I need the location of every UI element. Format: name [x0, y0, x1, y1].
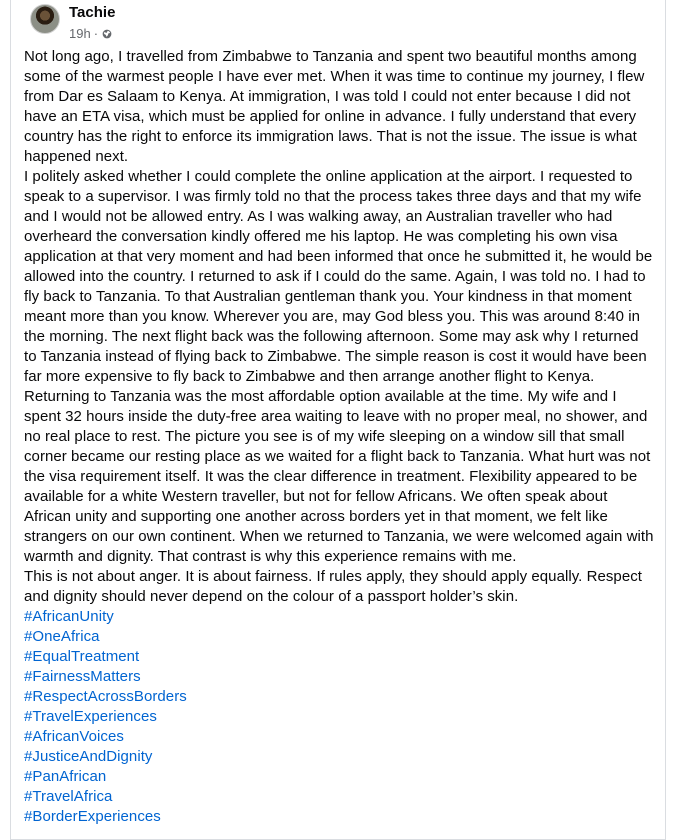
author-name[interactable]: Tachie: [69, 4, 116, 21]
meta-separator: ·: [93, 26, 99, 41]
hashtag-link[interactable]: #TravelExperiences: [24, 708, 157, 725]
hashtag-link[interactable]: #JusticeAndDignity: [24, 748, 153, 765]
hashtag-item: [24, 667, 654, 687]
hashtag-item: [24, 727, 654, 747]
post-header: [30, 4, 115, 42]
hashtag-list: [24, 607, 654, 827]
post-paragraph-3: This is not about anger. It is about fairness. If rules apply, they should apply equally. Respect and dignity should never depend on the colour of a passport holder’s skin.: [24, 568, 642, 605]
post-paragraph-2: I politely asked whether I could complete the online application at the airport. I requested to speak to a supervisor. I was firmly told no that the process takes three days and that my wife and I would not be allowed entry. As I was walking away, an Australian traveller who had overheard the conversation kindly offered me his laptop. He was completing his own visa application at that very moment and had been informed that once he submitted it, he would be allowed into the country. I returned to ask if I could do the same. Again, I was told no. I had to fly back to Tanzania. To that Australian gentleman thank you. Your kindness in that moment meant more than you know. Wherever you are, may God bless you. This was around 8:40 in the morning. The next flight back was the following afternoon. Some may ask why I returned to Tanzania instead of flying back to Zimbabwe. The simple reason is cost it would have been far more expensive to fly back to Zimbabwe and then arrange another flight to Kenya. Returning to Tanzania was the most affordable option available at the time. My wife and I spent 32 hours inside the duty-free area waiting to leave with no proper meal, no shower, and no real place to rest. The picture you see is of my wife sleeping on a window sill that small corner became our resting place as we waited for a flight back to Tanzania. What hurt was not the visa requirement itself. It was the clear difference in treatment. Flexibility appeared to be available for a white Western traveller, but not for fellow Africans. We often speak about African unity and supporting one another across borders yet in that moment, we felt like strangers on our own continent. When we returned to Tanzania, we were welcomed again with warmth and dignity. That contrast is why this experience remains with me.: [24, 168, 654, 565]
hashtag-link[interactable]: #TravelAfrica: [24, 788, 113, 805]
hashtag-item: [24, 647, 654, 667]
hashtag-item: [24, 767, 654, 787]
post-timestamp[interactable]: 19h: [69, 26, 91, 41]
post-meta: [69, 26, 115, 42]
hashtag-item: [24, 707, 654, 727]
hashtag-item: [24, 747, 654, 767]
hashtag-link[interactable]: #OneAfrica: [24, 628, 100, 645]
hashtag-link[interactable]: #EqualTreatment: [24, 648, 140, 665]
hashtag-item: [24, 627, 654, 647]
hashtag-link[interactable]: #RespectAcrossBorders: [24, 688, 187, 705]
hashtag-link[interactable]: #AfricanUnity: [24, 608, 114, 625]
hashtag-item: [24, 607, 654, 627]
hashtag-item: [24, 787, 654, 807]
post-body: [24, 47, 654, 827]
globe-icon[interactable]: [102, 29, 112, 39]
hashtag-item: [24, 807, 654, 827]
hashtag-link[interactable]: #AfricanVoices: [24, 728, 124, 745]
hashtag-link[interactable]: #FairnessMatters: [24, 668, 141, 685]
hashtag-link[interactable]: #BorderExperiences: [24, 808, 161, 825]
hashtag-item: [24, 687, 654, 707]
post-paragraph-1: Not long ago, I travelled from Zimbabwe to Tanzania and spent two beautiful months among some of the warmest people I have ever met. When it was time to continue my journey, I flew from Dar es Salaam to Kenya. At immigration, I was told I could not enter because I did not have an ETA visa, which must be applied for online in advance. I fully understand that every country has the right to enforce its immigration laws. That is not the issue. The issue is what happened next.: [24, 48, 645, 165]
author-block: [69, 4, 115, 42]
avatar[interactable]: [30, 4, 60, 34]
hashtag-link[interactable]: #PanAfrican: [24, 768, 107, 785]
